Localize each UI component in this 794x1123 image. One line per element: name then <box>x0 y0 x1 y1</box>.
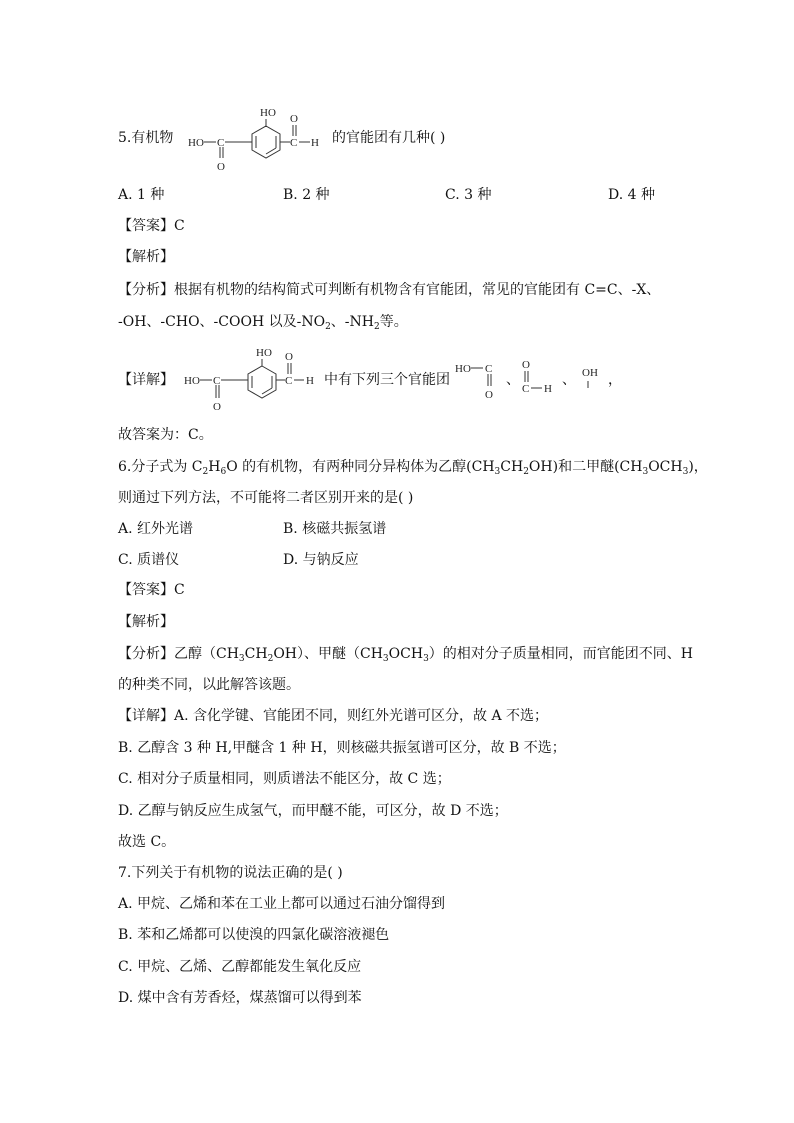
q5-struct-hydroxyl: HO <box>260 107 276 119</box>
q5-detail-mid: 中有下列三个官能团 <box>324 372 450 388</box>
svg-text:H: H <box>544 383 552 395</box>
q5-stem-suffix: 的官能团有几种( ) <box>332 130 446 146</box>
svg-text:H: H <box>306 375 314 387</box>
q7-option-a: A. 甲烷、乙烯和苯在工业上都可以通过石油分馏得到 <box>118 896 446 912</box>
q5-struct-ho: HO <box>188 137 204 149</box>
q5-option-d: D. 4 种 <box>608 187 655 203</box>
q5-struct-h: H <box>311 137 319 149</box>
q6-detail-b: B. 乙醇含 3 种 H,甲醚含 1 种 H，则核磁共振氢谱可区分，故 B 不选； <box>118 740 566 756</box>
q5-struct-o2: O <box>290 113 298 125</box>
q5-group-oh <box>580 362 606 394</box>
svg-text:OH: OH <box>582 367 598 379</box>
q5-detail-sep1: 、 <box>506 372 520 388</box>
svg-text:C: C <box>285 375 293 387</box>
q5-detail-prefix: 【详解】 <box>118 372 174 388</box>
q6-detail-d: D. 乙醇与钠反应生成氢气，而甲醚不能，可区分，故 D 不选； <box>118 803 508 819</box>
q5-analysis-line1: 【分析】根据有机物的结构简式可判断有机物含有官能团，常见的官能团有 C=C、-X、 <box>118 282 661 298</box>
q5-group-cho <box>520 356 556 400</box>
q7-option-d: D. 煤中含有芳香烃，煤蒸馏可以得到苯 <box>118 990 362 1006</box>
q5-stem-prefix: 5.有机物 <box>118 130 174 146</box>
q6-detail-c: C. 相对分子质量相同，则质谱法不能区分，故 C 选； <box>118 771 451 787</box>
q5-struct-o1: O <box>217 161 225 173</box>
q5-analysis-title: 【解析】 <box>118 249 174 265</box>
q6-analysis-title: 【解析】 <box>118 614 174 630</box>
q6-option-d: D. 与钠反应 <box>283 552 359 568</box>
q6-analysis-line2: 的种类不同，以此解答该题。 <box>118 677 300 693</box>
svg-text:O: O <box>485 389 493 401</box>
svg-text:HO: HO <box>184 375 200 387</box>
q5-detail-sep2: 、 <box>562 372 576 388</box>
svg-text:HO: HO <box>256 347 272 359</box>
q6-detail-a: 【详解】A. 含化学键、官能团不同，则红外光谱可区分，故 A 不选； <box>118 708 549 724</box>
q6-conclusion: 故选 C。 <box>118 834 176 850</box>
q5-group-cooh <box>455 358 505 402</box>
q5-answer: 【答案】C <box>118 218 185 234</box>
q5-option-c: C. 3 种 <box>445 187 492 203</box>
svg-text:O: O <box>213 401 221 413</box>
q6-stem-line1: 6.分子式为 $C_2H_6O$ 的有机物，有两种同分异构体为乙醇$(CH_3CH_2OH)$和二甲醚$(CH_3OCH_3)$， <box>118 459 708 477</box>
q5-structure-diagram <box>186 100 326 175</box>
q6-stem-line2: 则通过下列方法，不可能将二者区别开来的是( ) <box>118 490 414 506</box>
q5-struct-c1: C <box>217 137 225 149</box>
q7-option-b: B. 苯和乙烯都可以使溴的四氯化碳溶液褪色 <box>118 927 390 943</box>
q5-analysis-line2: -OH、-CHO、-COOH 以及$-NO_2$、$-NH_2$等。 <box>118 314 408 332</box>
q5-detail-structure <box>182 342 322 417</box>
svg-text:O: O <box>285 351 293 363</box>
q6-option-b: B. 核磁共振氢谱 <box>283 521 387 537</box>
q5-option-a: A. 1 种 <box>118 187 165 203</box>
svg-text:HO: HO <box>455 363 471 375</box>
q6-analysis-line1: 【分析】乙醇$(CH_3CH_2OH)$、甲醚$(CH_3OCH_3)$的相对分子质量相同，而官能团不同、H <box>118 646 694 664</box>
q5-option-b: B. 2 种 <box>283 187 330 203</box>
svg-text:C: C <box>522 383 530 395</box>
q5-detail-end: ， <box>608 372 622 388</box>
q7-option-c: C. 甲烷、乙烯、乙醇都能发生氧化反应 <box>118 959 362 975</box>
q5-struct-c2: C <box>290 137 298 149</box>
q6-answer: 【答案】C <box>118 582 185 598</box>
q7-stem: 7.下列关于有机物的说法正确的是( ) <box>118 865 343 881</box>
q6-option-a: A. 红外光谱 <box>118 521 194 537</box>
q5-conclusion: 故答案为：C。 <box>118 427 213 443</box>
svg-text:C: C <box>485 363 493 375</box>
svg-text:C: C <box>213 375 221 387</box>
svg-text:O: O <box>522 359 530 371</box>
q6-option-c: C. 质谱仪 <box>118 552 180 568</box>
